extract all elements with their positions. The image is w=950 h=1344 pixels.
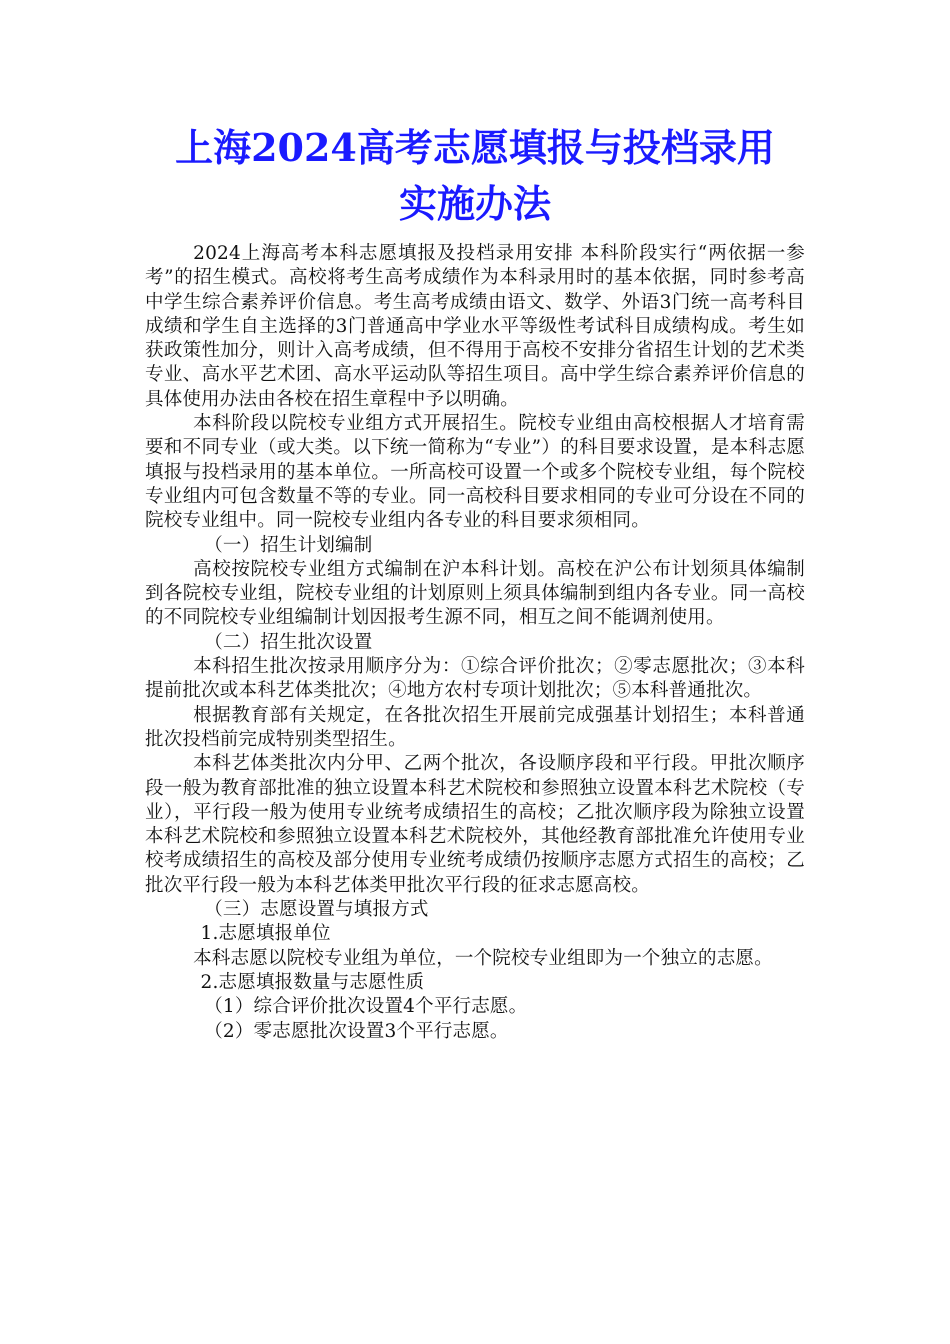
paragraph-intro: 2024上海高考本科志愿填报及投档录用安排 本科阶段实行“两依据一参考”的招生模式。高校将考生高考成绩作为本科录用时的基本依据，同时参考高中学生综合素养评价信息。考生高考成绩由语文、数学、外语3门统一高考科目成绩和学生自主选择的3门普通高中学业水平等级性考试科目成绩构成。考生如获政策性加分，则计入高考成绩，但不得用于高校不安排分省招生计划的艺术类专业、高水平艺术团、高水平运动队等招生项目。高中学生综合素养评价信息的具体使用办法由各校在招生章程中予以明确。 (145, 243, 805, 410)
document-body (145, 242, 805, 1044)
section-heading-volunteer: （三）志愿设置与填报方式 (204, 899, 429, 921)
paragraph-professional-group: 本科阶段以院校专业组方式开展招生。院校专业组由高校根据人才培育需要和不同专业（或大类。以下统一简称为“专业”）的科目要求设置，是本科志愿填报与投档录用的基本单位。一所高校可设置一个或多个院校专业组，每个院校专业组内可包含数量不等的专业。同一高校科目要求相同的专业可分设在不同的院校专业组中。同一院校专业组内各专业的科目要求须相同。 (145, 413, 805, 532)
document-title (120, 120, 830, 232)
section-heading-batches: （二）招生批次设置 (204, 631, 373, 653)
section-heading-plan: （一）招生计划编制 (204, 534, 373, 556)
title-line-2: 实施办法 (398, 181, 551, 226)
paragraph-batches: 本科招生批次按录用顺序分为：①综合评价批次；②零志愿批次；③本科提前批次或本科艺体类批次；④地方农村专项计划批次；⑤本科普通批次。 (145, 656, 805, 702)
paragraph-plan: 高校按院校专业组方式编制在沪本科计划。高校在沪公布计划须具体编制到各院校专业组，院校专业组的计划原则上须具体编制到组内各专业。同一高校的不同院校专业组编制计划因报考生源不同，相互之间不能调剂使用。 (145, 558, 805, 629)
list-item-comprehensive: （1）综合评价批次设置4个平行志愿。 (204, 996, 528, 1018)
paragraph-unit: 本科志愿以院校专业组为单位，一个院校专业组即为一个独立的志愿。 (193, 947, 773, 969)
title-line-1: 上海2024高考志愿填报与投档录用 (175, 125, 775, 170)
list-item-zero-volunteer: （2）零志愿批次设置3个平行志愿。 (204, 1020, 509, 1042)
subheading-quantity: 2.志愿填报数量与志愿性质 (200, 971, 425, 993)
paragraph-strong-base: 根据教育部有关规定，在各批次招生开展前完成强基计划招生；本科普通批次投档前完成特别类型招生。 (145, 704, 805, 750)
paragraph-art-sports: 本科艺体类批次内分甲、乙两个批次，各设顺序段和平行段。甲批次顺序段一般为教育部批准的独立设置本科艺术院校和参照独立设置本科艺术院校（专业），平行段一般为使用专业统考成绩招生的高校；乙批次顺序段为除独立设置本科艺术院校和参照独立设置本科艺术院校外，其他经教育部批准允许使用专业校考成绩招生的高校及部分使用专业统考成绩仍按顺序志愿方式招生的高校；乙批次平行段一般为本科艺体类甲批次平行段的征求志愿高校。 (145, 753, 805, 896)
subheading-unit: 1.志愿填报单位 (200, 923, 331, 945)
